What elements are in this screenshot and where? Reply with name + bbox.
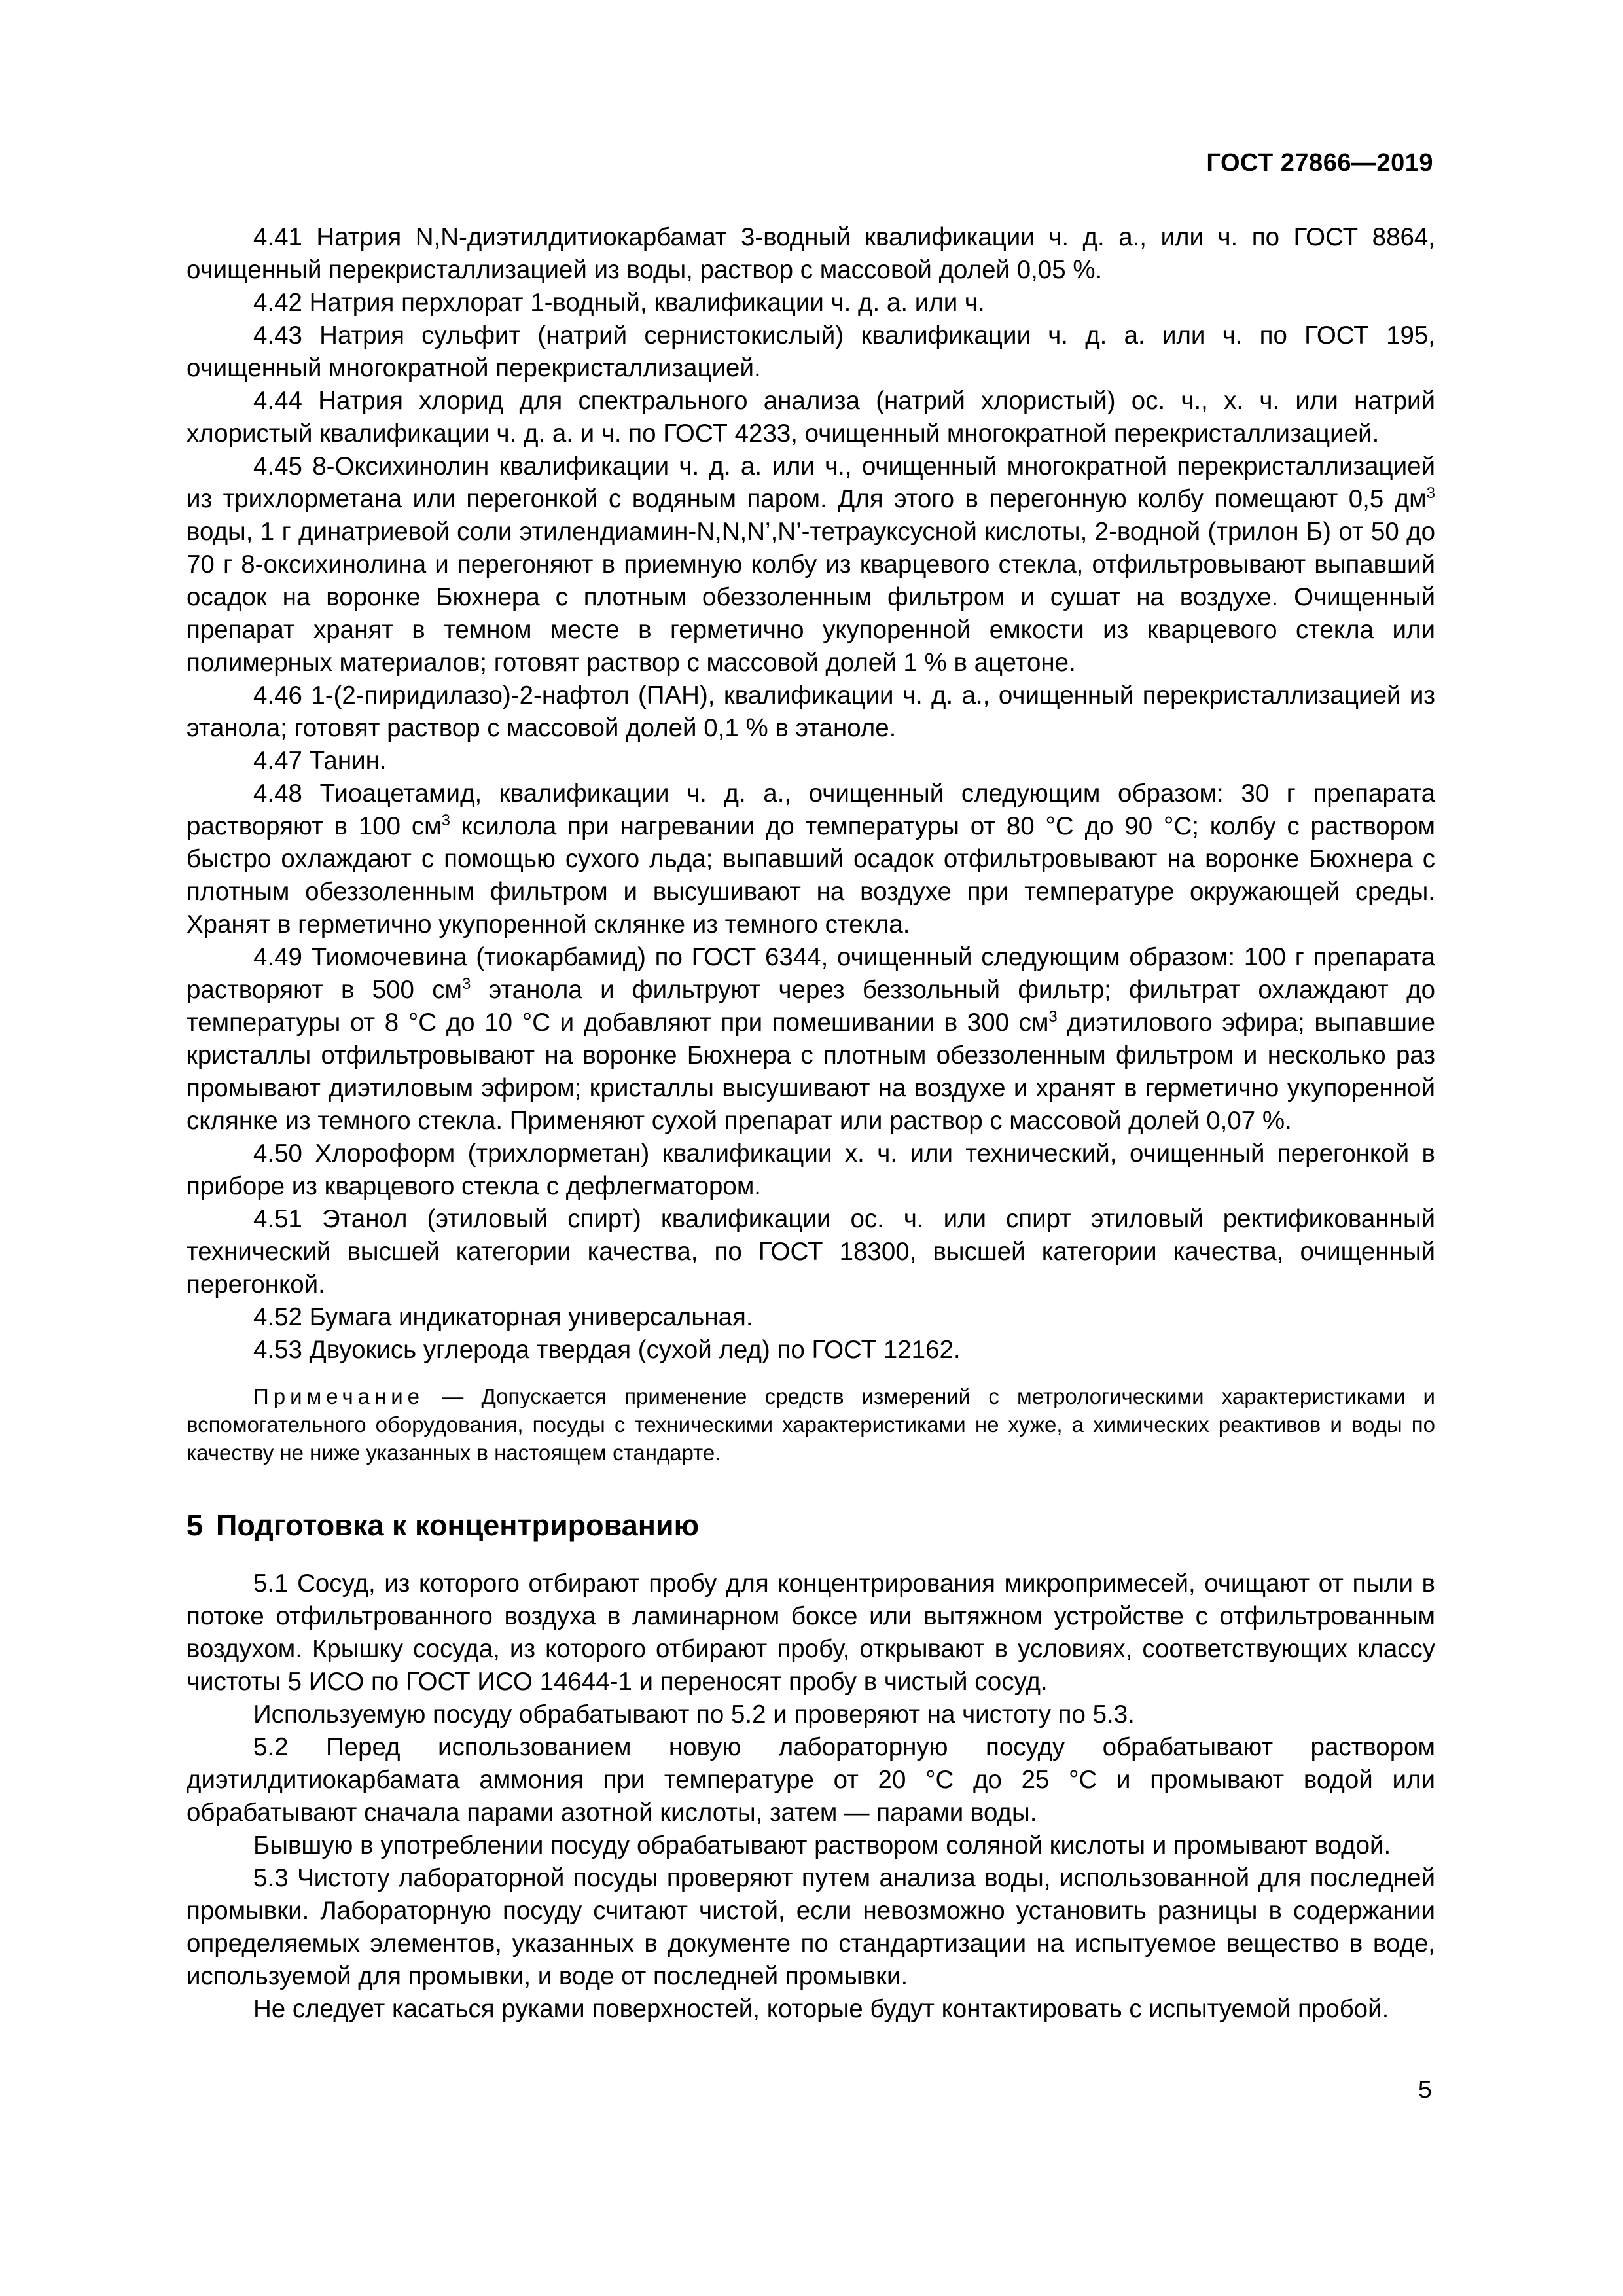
text-run: этанола и фильтруют через беззольный фильтр; фильтрат охлаждают до температуры от 8 °С до 10 °С и добавляют при помешивании в 300 см — [187, 976, 1435, 1037]
paragraph-4-43: 4.43 Натрия сульфит (натрий сернистокислый) квалификации ч. д. а. или ч. по ГОСТ 195, очищенный многократной перекристаллизацией. — [187, 321, 1435, 382]
text-run: 4.45 8-Оксихинолин квалификации ч. д. а. или ч., очищенный многократной перекристаллизацией из трихлорметана или перегонкой с водяным паром. Для этого в перегонную колбу помещают 0,5 дм — [187, 452, 1435, 513]
paragraph-4-45 — [187, 450, 1435, 679]
section-heading — [187, 1506, 1435, 1545]
superscript: 3 — [1426, 484, 1435, 502]
paragraph-4-48 — [187, 778, 1435, 941]
paragraph-4-52: 4.52 Бумага индикаторная универсальная. — [253, 1303, 753, 1331]
document-code: ГОСТ 27866—2019 — [1206, 149, 1433, 177]
superscript: 3 — [1048, 1008, 1058, 1026]
paragraph-5-3: 5.3 Чистоту лабораторной посуды проверяют путем анализа воды, использованной для последней промывки. Лабораторную посуду считают чистой, если невозможно установить разницы в содержании определяемых элементов, указанных в документе по стандартизации на испытуемое вещество в воде, используемой для промывки, и воде от последней промывки. — [187, 1864, 1435, 1990]
note-label: Примечание — [253, 1384, 425, 1408]
note-text: — Допускается применение средств измерений с метрологическими характеристиками и вспомогательного оборудования, посуды с техническими характеристиками не хуже, а химических реактивов и воды по качеству не ниже указанных в настоящем стандарте. — [187, 1384, 1435, 1465]
text-run: 4.48 Тиоацетамид, квалификации ч. д. а., очищенный следующим образом: 30 г препарата растворяют в 100 см — [187, 780, 1435, 840]
text-run: воды, 1 г динатриевой соли этилендиамин-N,N,N’,N’-тетрауксусной кислоты, 2-водной (трилон Б) от 50 до 70 г 8-оксихинолина и перегоняют в приемную колбу из кварцевого стекла, отфильтровывают выпавший осадок на воронке Бюхнера с плотным обеззоленным фильтром и сушат на воздухе. Очищенный препарат хранят в темном месте в герметично укупоренной емкости из кварцевого стекла или полимерных материалов; готовят раствор с массовой долей 1 % в ацетоне. — [187, 518, 1435, 677]
section-number: 5 — [187, 1509, 204, 1542]
section-title-text: Подготовка к концентрированию — [216, 1509, 700, 1542]
text-run: диэтилового эфира; выпавшие кристаллы отфильтровывают на воронке Бюхнера с плотным обеззоленным фильтром и несколько раз промывают диэтиловым эфиром; кристаллы высушивают на воздухе и хранят в герметично укупоренной склянке из темного стекла. Применяют сухой препарат или раствор с массовой долей 0,07 %. — [187, 1009, 1435, 1135]
paragraph-4-53: 4.53 Двуокись углерода твердая (сухой лед) по ГОСТ 12162. — [253, 1336, 961, 1364]
paragraph-5-3-b: Не следует касаться руками поверхностей, которые будут контактировать с испытуемой пробой. — [253, 1995, 1389, 2023]
paragraph-4-50: 4.50 Хлороформ (трихлорметан) квалификации х. ч. или технический, очищенный перегонкой в приборе из кварцевого стекла с дефлегматором. — [187, 1139, 1435, 1200]
superscript: 3 — [441, 812, 451, 829]
note — [187, 1382, 1435, 1467]
page-number: 5 — [1418, 2076, 1432, 2104]
paragraph-4-51: 4.51 Этанол (этиловый спирт) квалификации ос. ч. или спирт этиловый ректификованный технический высшей категории качества, по ГОСТ 18300, высшей категории качества, очищенный перегонкой. — [187, 1205, 1435, 1299]
text-run: ксилола при нагревании до температуры от 80 °С до 90 °С; колбу с раствором быстро охлаждают с помощью сухого льда; выпавший осадок отфильтровывают на воронке Бюхнера с плотным обеззоленным фильтром и высушивают на воздухе при температуре окружающей среды. Хранят в герметично укупоренной склянке из темного стекла. — [187, 812, 1435, 939]
paragraph-5-2-b: Бывшую в употреблении посуду обрабатывают раствором соляной кислоты и промывают водой. — [253, 1831, 1391, 1859]
paragraph-5-1-b: Используемую посуду обрабатывают по 5.2 и проверяют на чистоту по 5.3. — [253, 1700, 1135, 1729]
paragraph-5-1: 5.1 Сосуд, из которого отбирают пробу для концентрирования микропримесей, очищают от пыли в потоке отфильтрованного воздуха в ламинарном боксе или вытяжном устройстве с отфильтрованным воздухом. Крышку сосуда, из которого отбирают пробу, открывают в условиях, соответствующих классу чистоты 5 ИСО по ГОСТ ИСО 14644-1 и переносят пробу в чистый сосуд. — [187, 1570, 1435, 1696]
text-run: 4.49 Тиомочевина (тиокарбамид) по ГОСТ 6344, очищенный следующим образом: 100 г препарата растворяют в 500 см — [187, 943, 1435, 1004]
paragraph-4-42: 4.42 Натрия перхлорат 1-водный, квалификации ч. д. а. или ч. — [253, 289, 985, 317]
paragraph-4-41: 4.41 Натрия N,N-диэтилдитиокарбамат 3-водный квалификации ч. д. а., или ч. по ГОСТ 8864, очищенный перекристаллизацией из воды, раствор с массовой долей 0,05 %. — [187, 223, 1435, 284]
paragraph-4-44: 4.44 Натрия хлорид для спектрального анализа (натрий хлористый) ос. ч., х. ч. или натрий хлористый квалификации ч. д. а. и ч. по ГОСТ 4233, очищенный многократной перекристаллизацией. — [187, 387, 1435, 448]
paragraph-4-49 — [187, 941, 1435, 1138]
paragraph-4-46: 4.46 1-(2-пиридилазо)-2-нафтол (ПАН), квалификации ч. д. а., очищенный перекристаллизацией из этанола; готовят раствор с массовой долей 0,1 % в этаноле. — [187, 681, 1435, 742]
superscript: 3 — [462, 975, 471, 993]
paragraph-5-2: 5.2 Перед использованием новую лабораторную посуду обрабатывают раствором диэтилдитиокарбамата аммония при температуре от 20 °С до 25 °С и промывают водой или обрабатывают сначала парами азотной кислоты, затем — парами воды. — [187, 1733, 1435, 1827]
paragraph-4-47: 4.47 Танин. — [253, 747, 387, 775]
page-content — [187, 221, 1435, 2026]
